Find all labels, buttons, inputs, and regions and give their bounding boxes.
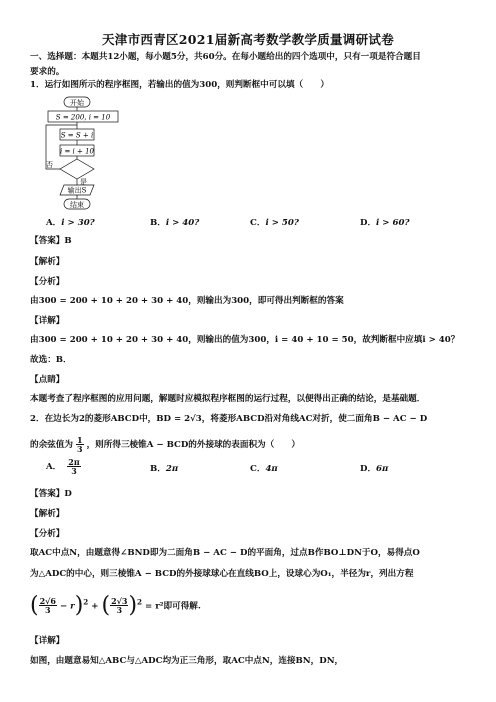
flow-yes-label: 是 bbox=[80, 178, 87, 186]
q2-stem-line2: 的余弦值为 $\frac{1}{3}$ ，则所得三棱锥A − BCD的外接球的表面积为（ ） bbox=[30, 435, 301, 454]
flow-s-step-label: S = S + i bbox=[60, 131, 94, 140]
q1-fenxi-heading: 【分析】 bbox=[30, 277, 65, 287]
q2-option-d: D．6π bbox=[360, 464, 389, 474]
q1-answer: 【答案】B bbox=[30, 236, 72, 246]
q2-cosine-fraction: $\frac{1}{3}$ bbox=[76, 435, 83, 454]
q2-option-a: A． $\frac{2\pi}{3}$ bbox=[46, 457, 80, 476]
q1-dianjing-text: 本题考查了程序框图的应用问题，解题时应模拟程序框图的运行过程，以便得出正确的结论，是基础题． bbox=[30, 394, 426, 404]
flow-end-label: 结束 bbox=[70, 201, 84, 209]
section-heading bbox=[30, 52, 470, 77]
q2-fenxi-heading: 【分析】 bbox=[30, 529, 65, 539]
q2-xiangjie-heading: 【详解】 bbox=[30, 636, 65, 646]
flow-no-label: 否 bbox=[46, 161, 53, 169]
flow-init-label: S = 200, i = 10 bbox=[55, 113, 111, 122]
flowchart-diagram bbox=[42, 95, 134, 213]
q2-option-b: B．2π bbox=[150, 464, 179, 474]
q1-option-a: A．i > 30? bbox=[46, 218, 95, 228]
q2-fenxi-line2: 为△ADC的中心，则三棱锥A − BCD的外接球球心在直线BO上，设球心为O₁，半径为r，列出方程 bbox=[30, 569, 414, 579]
section-heading-line1: 一、选择题：本题共12小题，每小题5分，共60分。在每小题给出的四个选项中，只有一项是符合题目 bbox=[30, 52, 421, 62]
q2-fenxi-line1: 取AC中点N，由题意得∠BND即为二面角B − AC − D的平面角，过点B作BO⊥DN于O，易得点O bbox=[30, 548, 420, 558]
q1-option-b: B．i > 40? bbox=[150, 218, 200, 228]
q2-option-c: C．4π bbox=[250, 464, 278, 474]
q2-jiexi-heading: 【解析】 bbox=[30, 509, 65, 519]
flow-start-label: 开始 bbox=[70, 99, 84, 107]
q1-jiexi-heading: 【解析】 bbox=[30, 257, 65, 267]
flow-i-step-label: i = i + 10 bbox=[59, 147, 95, 156]
q1-xiangjie-text: 由300 = 200 + 10 + 20 + 30 + 40，则输出的值为300，i = 40 + 10 = 50，故判断框中应填i > 40？ bbox=[30, 335, 460, 345]
q2-stem-line1: 2．在边长为2的菱形ABCD中，BD = 2√3，将菱形ABCD沿对角线AC对折，使二面角B − AC − D bbox=[30, 414, 428, 424]
q2-equation: ( $\frac{2√6}{3}$ − r)$^2$ + ( $\frac{2√3}{3}$ )$^2$ = r²即可得解. bbox=[30, 593, 201, 618]
section-heading-line2: 要求的。 bbox=[30, 66, 65, 77]
page-title: 天津市西青区2021届新高考数学教学质量调研试卷 bbox=[102, 32, 394, 47]
q1-conclusion: 故选：B． bbox=[30, 355, 72, 365]
flow-decision-node bbox=[60, 159, 94, 179]
q1-xiangjie-heading: 【详解】 bbox=[30, 316, 65, 326]
q1-fenxi-text: 由300 = 200 + 10 + 20 + 30 + 40，则输出为300，即可得出判断框的答案 bbox=[30, 296, 344, 306]
q1-option-d: D．i > 60? bbox=[360, 218, 410, 228]
flow-output-label: 输出S bbox=[67, 186, 87, 195]
q2-answer: 【答案】D bbox=[30, 489, 72, 499]
q1-stem: 1．运行如图所示的程序框图，若输出的值为300，则判断框中可以填（ ） bbox=[30, 80, 329, 90]
q2-xiangjie-text: 如图，由题意易知△ABC与△ADC均为正三角形，取AC中点N，连接BN，DN， bbox=[30, 656, 344, 666]
q1-dianjing-heading: 【点睛】 bbox=[30, 375, 65, 385]
q1-option-c: C．i > 50? bbox=[250, 218, 299, 228]
